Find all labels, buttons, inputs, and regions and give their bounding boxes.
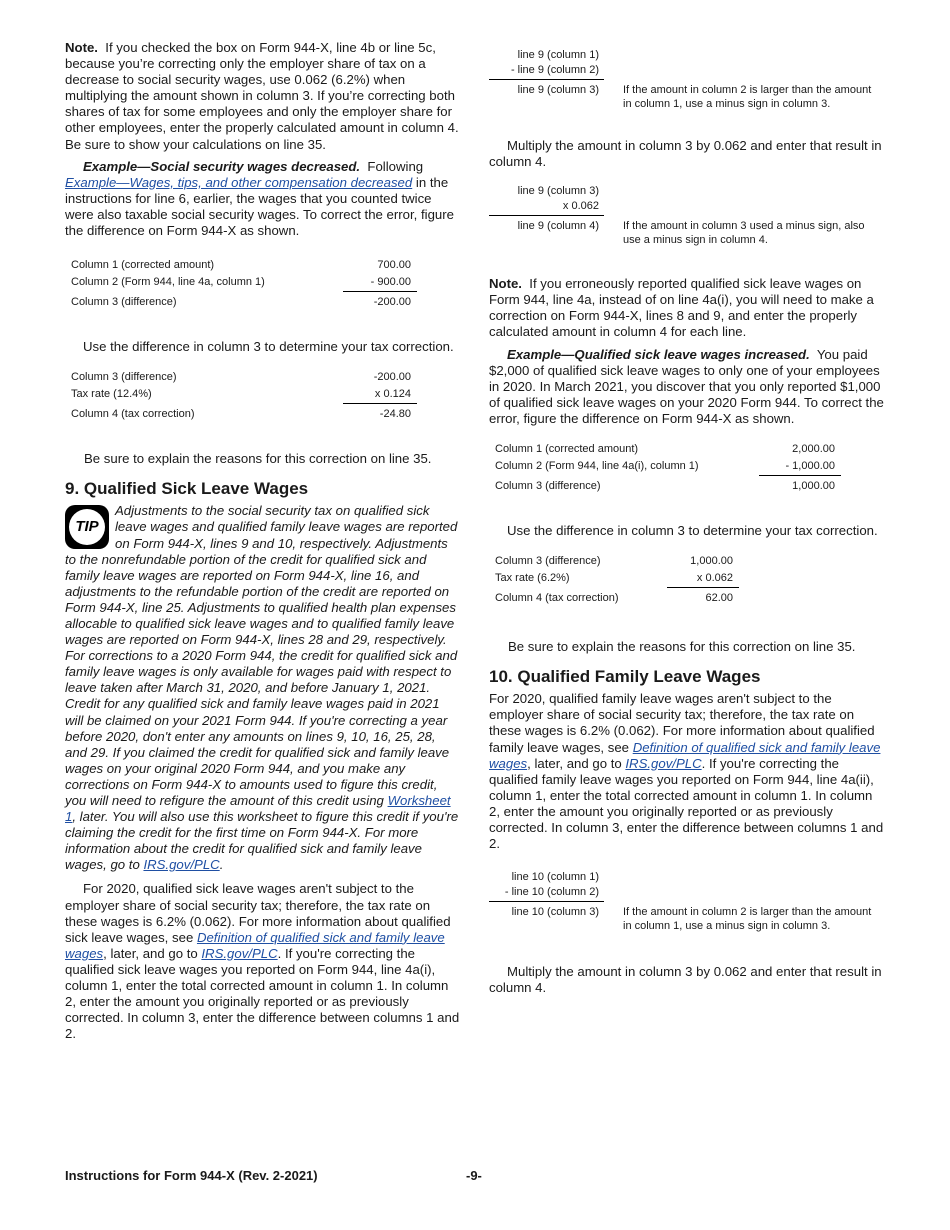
section-heading-9: 9. Qualified Sick Leave Wages — [65, 479, 309, 499]
table-cell: -24.80 — [379, 408, 411, 421]
footer-title: Instructions for Form 944-X (Rev. 2-2021) — [65, 1168, 318, 1183]
table-cell: 700.00 — [377, 259, 411, 272]
calc-stack-3 — [489, 870, 887, 933]
calc-table-2 — [65, 369, 417, 423]
table-cell: - 900.00 — [343, 274, 417, 292]
stack-line: line 10 (column 1) — [511, 871, 599, 884]
stack-line: line 9 (column 3) — [517, 185, 599, 198]
table-cell: Column 2 (Form 944, line 4a, column 1) — [71, 276, 265, 289]
family-leave-paragraph: For 2020, qualified family leave wages aren't subject to the employer share of social security tax; therefore, the tax rate on these wages is 6.2% (0.062). For more information about qualified family leave wages, see Definition of qualified sick and family leave wages, later, and go to IRS.gov/PLC. If you're correcting the qualified family leave wages you reported on Form 944, line 4a(ii), column 1, enter the total corrected amount in column 1. In column 2, enter the amount you originally reported or as previously corrected. In column 3, enter the difference between columns 1 and 2. — [489, 691, 884, 852]
stack-line: - line 9 (column 2) — [510, 64, 599, 76]
example-paragraph: Example—Social security wages decreased. Following Example—Wages, tips, and other compensation decreased in the instructions for line 6, earlier, the wages that you counted twice were also taxable social security wages. To correct the error, figure the difference on Form 944-X as shown. — [65, 158, 454, 239]
table-cell: 1,000.00 — [792, 480, 835, 493]
table-cell: x 0.124 — [343, 386, 417, 404]
table-cell: 62.00 — [705, 592, 733, 605]
table-cell: Column 4 (tax correction) — [495, 591, 619, 604]
multiply-text: Multiply the amount in column 3 by 0.062 and enter that result in column 4. — [489, 138, 882, 170]
worksheet-1-link[interactable]: Worksheet 1 — [65, 793, 451, 825]
stack-line: line 9 (column 1) — [517, 49, 599, 61]
table-cell: Column 3 (difference) — [495, 479, 601, 492]
table-cell: 1,000.00 — [690, 555, 733, 568]
definition-link[interactable]: Definition of qualified sick and family leave wages — [489, 739, 881, 771]
table-cell: Column 3 (difference) — [71, 371, 177, 384]
table-cell: x 0.062 — [667, 570, 739, 588]
stack-line: line 10 (column 3) — [511, 906, 599, 919]
calc-table-1 — [65, 257, 417, 311]
left-column — [65, 40, 461, 1042]
use-difference-text: Use the difference in column 3 to determine your tax correction. — [83, 339, 454, 355]
calc-stack-2 — [489, 184, 887, 247]
calc-table-3 — [489, 441, 841, 495]
table-cell: Tax rate (6.2%) — [495, 572, 570, 585]
explain-text: Be sure to explain the reasons for this correction on line 35. — [84, 451, 432, 467]
stack-note: If the amount in column 3 used a minus sign, also use a minus sign in column 4. — [623, 220, 865, 247]
section-heading-10: 10. Qualified Family Leave Wages — [489, 667, 761, 687]
stack-note: If the amount in column 2 is larger than the amount in column 1, use a minus sign in column 3. — [623, 906, 872, 933]
irs-plc-link[interactable]: IRS.gov/PLC — [625, 755, 702, 771]
use-difference-text: Use the difference in column 3 to determine your tax correction. — [507, 523, 878, 539]
stack-line: line 9 (column 4) — [517, 220, 599, 233]
stack-line: line 9 (column 3) — [517, 84, 599, 96]
explain-text: Be sure to explain the reasons for this correction on line 35. — [508, 639, 856, 655]
note-paragraph: Note. If you erroneously reported qualified sick leave wages on Form 944, line 4a, instead of on line 4a(i), you will need to make a correction on Form 944-X, lines 8 and 9, and enter the properly calculated amount in column 4 for each line. — [489, 276, 874, 340]
multiply-text: Multiply the amount in column 3 by 0.062 and enter that result in column 4. — [489, 964, 882, 996]
stack-line: - line 10 (column 2) — [504, 886, 599, 899]
sick-leave-paragraph: For 2020, qualified sick leave wages aren't subject to the employer share of social security tax; therefore, the tax rate on these wages is 6.2% (0.062). For more information about qualified sick leave wages, see Definition of qualified sick and family leave wages, later, and go to IRS.gov/PLC. If you're correcting the qualified sick leave wages you reported on Form 944, line 4a(i), column 1, enter the total corrected amount in column 1. In column 2, enter the amount you originally reported or as previously corrected. In column 3, enter the difference between columns 1 and 2. — [65, 881, 460, 1042]
tip-icon: TIP — [65, 505, 109, 549]
tip-block: TIP Adjustments to the social security tax on qualified sick leave wages and qualified family leave wages are reported on Form 944-X, lines 9 and 10, respectively. Adjustments to the nonrefundable portion of the credit for qualified sick and family leave wages are reported on Form 944-X, line 16, and adjustments to the refundable portion of the credit are reported on Form 944-X, line 25. Adjustments to qualified health plan expenses allocable to qualified sick leave wages and to qualified family leave wages are reported on Form 944-X, lines 28 and 29, respectively. For corrections to a 2020 Form 944, the credit for qualified sick and family leave wages is only available for wages paid with respect to leave taken after March 31, 2020, and before January 1, 2021. Credit for any qualified sick and family leave wages paid in 2021 will be claimed on your 2021 Form 944. If you're correcting a year before 2020, don't enter any amounts on lines 9, 10, 16, 25, 28, and 29. If you claimed the credit for qualified sick and family leave wages on your original 2020 Form 944, and you make any corrections on Form 944-X to amounts used to figure this credit, you will need to refigure the amount of this credit using Worksheet 1, later. You will also use this worksheet to figure this credit if you're claiming the credit for the first time on Form 944-X. For more information about the credit for qualified sick and family leave wages, go to IRS.gov/PLC. — [65, 503, 459, 873]
note-paragraph: Note. If you checked the box on Form 944-X, line 4b or line 5c, because you’re correcting only the employer share of tax on a decrease to social security wages, use 0.062 (6.2%) when multiplying the amount shown in column 3. If you’re correcting both shares of tax for some employees and only the employer share for other employees, enter the properly calculated amount in column 4. Be sure to show your calculations on line 35. — [65, 40, 459, 152]
stack-note: If the amount in column 2 is larger than the amount in column 1, use a minus sign in column 3. — [623, 84, 872, 110]
table-cell: Column 1 (corrected amount) — [495, 443, 639, 456]
stack-line: x 0.062 — [562, 200, 599, 213]
table-cell: Column 3 (difference) — [495, 555, 601, 568]
table-cell: - 1,000.00 — [759, 458, 841, 476]
definition-link[interactable]: Definition of qualified sick and family leave wages — [65, 929, 445, 961]
irs-plc-link[interactable]: IRS.gov/PLC — [201, 945, 278, 961]
table-cell: Column 3 (difference) — [71, 295, 177, 308]
table-cell: Column 2 (Form 944, line 4a(i), column 1) — [495, 460, 699, 473]
calc-table-4 — [489, 553, 739, 607]
irs-plc-link[interactable]: IRS.gov/PLC — [143, 857, 220, 873]
right-column — [489, 48, 887, 996]
table-cell: -200.00 — [373, 296, 411, 309]
example-paragraph: Example—Qualified sick leave wages increased. You paid $2,000 of qualified sick leave wages to only one of your employees in 2020. In March 2021, you discover that you only reported $1,000 of qualified sick leave wages on your 2020 Form 944. To correct the error, figure the difference on Form 944-X as shown. — [489, 346, 884, 426]
table-cell: 2,000.00 — [792, 443, 835, 456]
example-link[interactable]: Example—Wages, tips, and other compensation decreased — [65, 174, 413, 190]
calc-stack-1 — [489, 48, 887, 110]
table-cell: Column 4 (tax correction) — [71, 407, 195, 420]
table-cell: -200.00 — [373, 371, 411, 384]
page-number: -9- — [466, 1168, 482, 1183]
table-cell: Column 1 (corrected amount) — [71, 259, 215, 272]
table-cell: Tax rate (12.4%) — [71, 388, 152, 401]
